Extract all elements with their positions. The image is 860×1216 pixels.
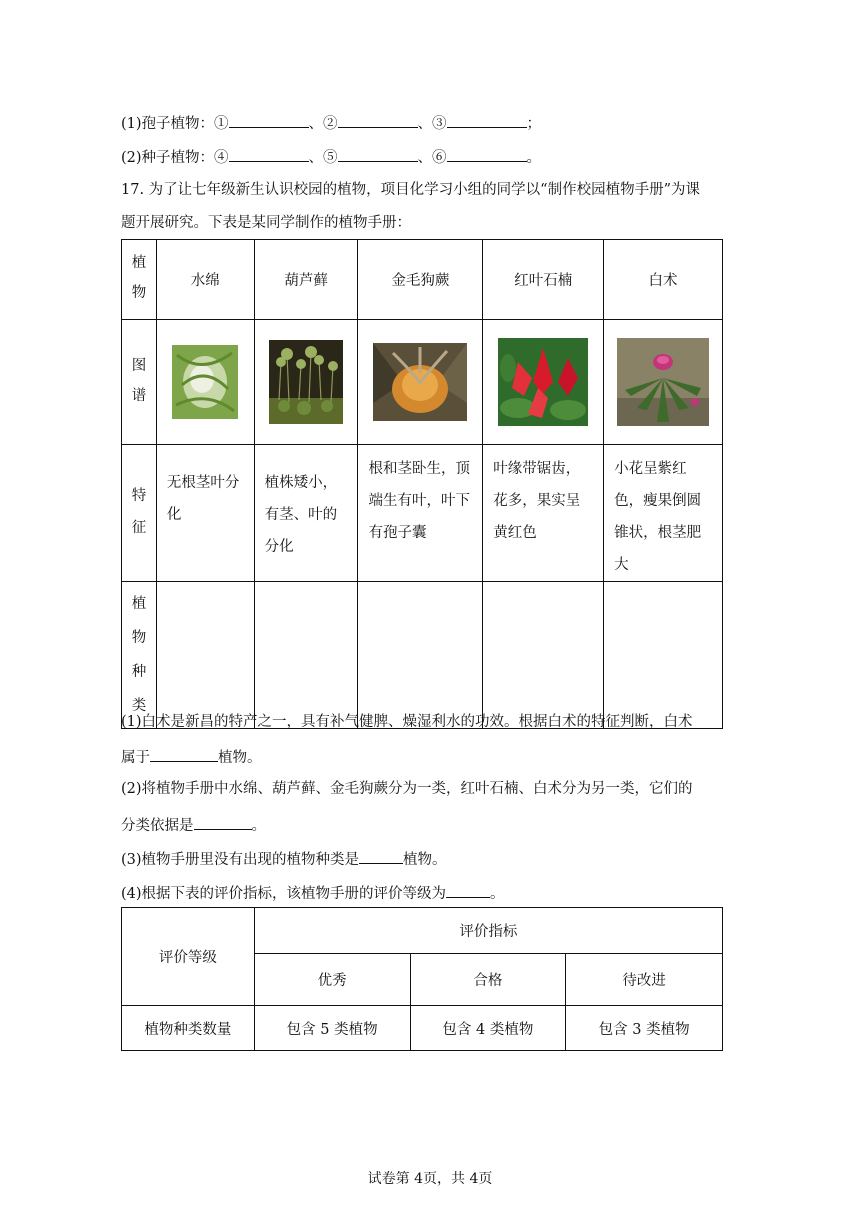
answer-blank-5[interactable]	[338, 145, 418, 162]
species-answer-cell[interactable]	[483, 582, 604, 729]
plant-name: 水绵	[156, 240, 254, 320]
species-answer-cell[interactable]	[254, 582, 358, 729]
level-excellent: 优秀	[254, 954, 410, 1006]
atractylodes-photo	[617, 338, 709, 426]
fern-photo	[373, 343, 467, 421]
image-cell	[483, 320, 604, 445]
plant-image-row	[122, 320, 723, 445]
q17-sub3-line: (3)植物手册里没有出现的植物种类是 植物。	[121, 847, 447, 870]
answer-blank-sub4[interactable]	[446, 881, 490, 898]
answer-blank-sub3[interactable]	[359, 847, 403, 864]
q17-intro-2: 题开展研究。下表是某同学制作的植物手册：	[121, 215, 411, 231]
species-count-label: 植物种类数量	[122, 1006, 255, 1051]
seed-plants-line: (2)种子植物：④ 、⑤ 、⑥ 。	[121, 145, 541, 168]
grade-header: 评价等级	[122, 908, 255, 1006]
answer-blank-sub2[interactable]	[194, 813, 252, 830]
page-footer: 试卷第 4页，共 4页	[367, 1171, 493, 1187]
plant-species-row	[122, 582, 723, 729]
species-answer-cell[interactable]	[604, 582, 723, 729]
q17-sub1-line2: 属于 植物。	[121, 745, 262, 768]
level-improve: 待改进	[566, 954, 723, 1006]
spirogyra-photo	[172, 345, 238, 419]
image-cell	[254, 320, 358, 445]
index-header: 评价指标	[254, 908, 722, 954]
feature-text: 叶缘带锯齿，花多，果实呈黄红色	[483, 445, 604, 582]
feature-text: 根和茎卧生，顶端生有叶，叶下有孢子囊	[358, 445, 483, 582]
image-cell	[156, 320, 254, 445]
q17-sub1-line1: (1)白术是新昌的特产之一，具有补气健脾、燥湿利水的功效。根据白术的特征判断，白术	[121, 714, 693, 730]
q17-intro-1: 17. 为了让七年级新生认识校园的植物，项目化学习小组的同学以“制作校园植物手册”为课	[121, 182, 700, 198]
answer-blank-3[interactable]	[447, 111, 527, 128]
spore-plants-line: (1)孢子植物：① 、② 、③ ；	[121, 111, 541, 134]
plant-name: 金毛狗蕨	[358, 240, 483, 320]
plant-name: 白术	[604, 240, 723, 320]
plant-name-row	[122, 240, 723, 320]
q17-sub2-line1: (2)将植物手册中水绵、葫芦藓、金毛狗蕨分为一类，红叶石楠、白术分为另一类，它们的	[121, 781, 693, 797]
row-label-species: 植物种类	[122, 582, 157, 729]
feature-text: 植株矮小，有茎、叶的分化	[254, 445, 358, 582]
species-answer-cell[interactable]	[156, 582, 254, 729]
answer-blank-2[interactable]	[338, 111, 418, 128]
q17-sub2-line2: 分类依据是 。	[121, 813, 266, 836]
plant-name: 红叶石楠	[483, 240, 604, 320]
criterion-value: 包含 4 类植物	[410, 1006, 566, 1051]
q17-sub4-line: (4)根据下表的评价指标，该植物手册的评价等级为 。	[121, 881, 505, 904]
criterion-value: 包含 5 类植物	[254, 1006, 410, 1051]
image-cell	[604, 320, 723, 445]
row-label-feature: 特征	[122, 445, 157, 582]
image-cell	[358, 320, 483, 445]
answer-blank-6[interactable]	[447, 145, 527, 162]
level-pass: 合格	[410, 954, 566, 1006]
plant-handbook-table	[121, 239, 723, 729]
species-answer-cell[interactable]	[358, 582, 483, 729]
evaluation-table	[121, 907, 723, 1051]
plant-feature-row	[122, 445, 723, 582]
moss-photo	[269, 340, 343, 424]
answer-blank-1[interactable]	[229, 111, 309, 128]
answer-blank-4[interactable]	[229, 145, 309, 162]
answer-blank-sub1[interactable]	[150, 745, 218, 762]
row-label-image: 图谱	[122, 320, 157, 445]
row-label-plant: 植物	[122, 240, 157, 320]
feature-text: 无根茎叶分化	[156, 445, 254, 582]
feature-text: 小花呈紫红色，瘦果倒圆锥状，根茎肥大	[604, 445, 723, 582]
criterion-value: 包含 3 类植物	[566, 1006, 723, 1051]
plant-name: 葫芦藓	[254, 240, 358, 320]
photinia-photo	[498, 338, 588, 426]
